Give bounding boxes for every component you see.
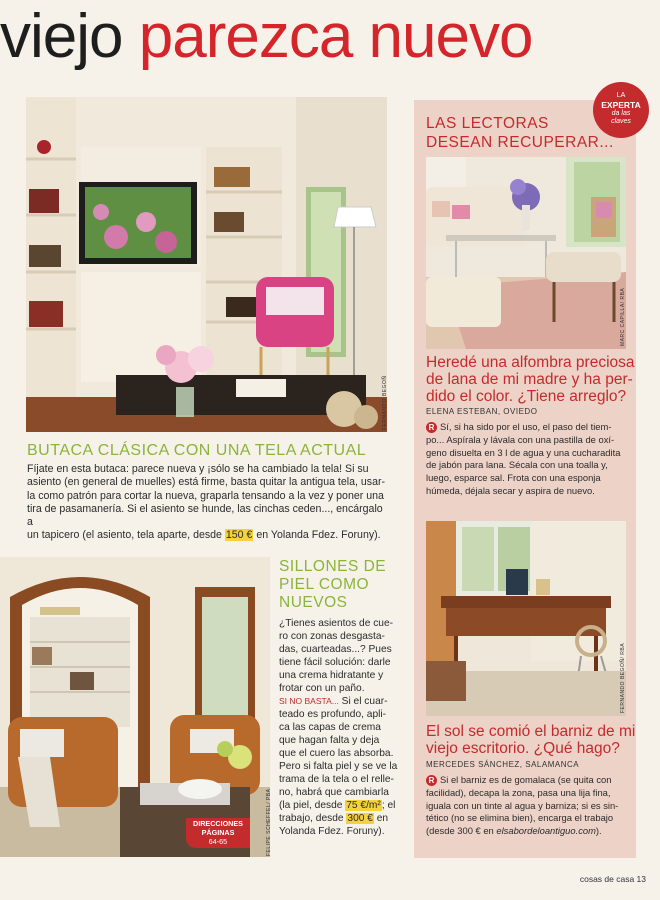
section2-heading-line3: NUEVOS	[279, 594, 348, 611]
answer-rug-line: geno disuelta en 3 l de agua y una cucharadita	[426, 446, 621, 458]
directions-tag[interactable]	[186, 818, 250, 848]
section2-heading-line1: SILLONES DE	[279, 558, 387, 575]
section1-line-2: asiento (en general de muelles) está firme, basta quitar la antigua tela, usar-	[27, 476, 386, 489]
sidebar-heading-line2: DESEAN RECUPERAR...	[426, 134, 614, 151]
answer-desk-first: R Si el barniz es de gomalaca (se quita con	[426, 774, 636, 787]
answer-rug-line: húmeda, déjala secar y aspira de nuevo.	[426, 484, 595, 496]
section2-price1-line: (la piel, desde 75 €/m²; el	[279, 800, 396, 811]
section1-line-5: un tapicero (el asiento, tela aparte, desde 150 € en Yolanda Fdez. Foruny).	[27, 529, 381, 542]
badge-line4: claves	[611, 118, 631, 125]
answer-desk-line: tético (no se elimina bien), encarga el trabajo	[426, 812, 614, 824]
section2-price2-line: trabajo, desde 300 € en	[279, 813, 389, 824]
section2-p2-line: Pero si falta piel y se ve la	[279, 761, 398, 772]
leather-chairs-illustration	[0, 557, 270, 857]
section1-line-3: la como patrón para cortar la nueva, graparla tensando a la vez y poner una	[27, 489, 384, 502]
sidebar-heading	[426, 114, 614, 152]
section1-price: 150 €	[225, 529, 253, 542]
section1-line-1: Fíjate en esta butaca: parece nueva y ¡sólo se ha cambiado la tela! Si su	[27, 463, 369, 475]
question-desk-author: MERCEDES SÁNCHEZ, SALAMANCA	[426, 760, 580, 769]
answer-desk-last: (desde 300 € en elsabordeloantiguo.com).	[426, 825, 602, 837]
sidebar-heading-line1: LAS LECTORAS	[426, 115, 549, 132]
section2-body	[279, 617, 411, 838]
section2-p1-line: das, cuarteadas...? Pues	[279, 644, 392, 655]
answer-desk-line: facilidad), decapa la zona, pasa una lija fina,	[426, 786, 611, 798]
section2-p2-line: trama de la tela o el relle-	[279, 774, 394, 785]
section2-heading-line2: PIEL COMO	[279, 576, 370, 593]
question-desk-line: El sol se comió el barniz de mi	[426, 723, 636, 740]
section2-p1-line: ¿Tienes asientos de cue-	[279, 618, 394, 629]
answer-rug-line: po... Aspírala y lávala con una pastilla de oxí-	[426, 433, 615, 445]
photo4-credit: FERNANDO BEGOÑ/ RBA	[620, 642, 626, 713]
photo1-credit: FERNANDO BEGOÑ	[382, 375, 388, 430]
answer-desk	[426, 774, 636, 838]
title-word-viejo: viejo	[0, 2, 123, 71]
desk-illustration	[426, 521, 626, 716]
section2-p2-line: ca las capas de crema	[279, 722, 381, 733]
photo2-credit: FELIPE SCHEFFEL/ PBA	[266, 788, 272, 856]
answer-desk-line: iguala con un tinte al agua y barniza; si es sin-	[426, 799, 619, 811]
section1-body	[27, 463, 387, 543]
badge-line2: EXPERTA	[601, 100, 641, 110]
answer-rug-line: de jabón para lana. Sécala con una toalla y,	[426, 459, 608, 471]
page-footer: cosas de casa 13	[579, 874, 646, 884]
section2-p2-line: no, habrá que cambiarla	[279, 787, 389, 798]
rug-room-photo	[426, 157, 626, 349]
question-desk-line: viejo escritorio. ¿Qué hago?	[426, 740, 620, 757]
section1-heading: BUTACA CLÁSICA CON UNA TELA ACTUAL	[27, 442, 367, 459]
section2-price-leather: 75 €/m²	[346, 800, 381, 811]
answer-rug-first: R Sí, si ha sido por el uso, el paso del tiem-	[426, 421, 636, 434]
desk-photo	[426, 521, 626, 716]
section2-p1-line: tiene fácil solución: darle	[279, 657, 391, 668]
answer-rug	[426, 421, 636, 498]
photo3-credit: MARC CAPILLA/ RBA	[620, 287, 626, 346]
badge-line1: LA	[616, 92, 626, 99]
section2-p1-line: una crema hidratante y	[279, 670, 384, 681]
living-room-photo	[26, 97, 387, 432]
section1-line-4: tira de pasamanería. Si el asiento se hunde, las cinchas ceden..., encárgalo a	[27, 502, 383, 529]
directions-tag-line1: DIRECCIONES	[193, 819, 243, 828]
title-word-parezca-nuevo: parezca nuevo	[138, 2, 533, 71]
answer-r-icon: R	[426, 775, 437, 786]
question-desk	[426, 723, 636, 757]
directions-tag-line2: PÁGINAS	[201, 827, 235, 837]
living-room-illustration	[26, 97, 387, 432]
section2-p1-line: frotar con un paño.	[279, 683, 365, 694]
section2-heading	[279, 558, 386, 612]
section2-p2-line: que el cuero las absorba.	[279, 748, 394, 759]
badge-line3: da las	[611, 110, 631, 117]
antique-website[interactable]: elsabordeloantiguo.com	[496, 825, 596, 837]
question-rug-line: dido el color. ¿Tiene arreglo?	[426, 388, 627, 405]
question-rug-line: de lana de mi madre y ha per-	[426, 371, 633, 388]
answer-rug-line: luego, esparce sal. Frota con una esponja	[426, 472, 601, 484]
section2-p1-line: ro con zonas desgasta-	[279, 631, 385, 642]
question-rug-line: Heredé una alfombra preciosa	[426, 354, 635, 371]
section2-p2-line: que hagan falta y deja	[279, 735, 380, 746]
answer-r-icon: R	[426, 422, 437, 433]
section2-p2-first: SI NO BASTA... Si el cuar-	[279, 696, 388, 707]
leather-chairs-photo	[0, 557, 270, 857]
page-title	[0, 2, 532, 72]
question-rug	[426, 354, 636, 405]
section2-last-line: Yolanda Fdez. Foruny).	[279, 826, 385, 837]
section2-p2-line: teado es profundo, apli-	[279, 709, 387, 720]
rug-room-illustration	[426, 157, 626, 349]
directions-tag-line3: 64-65	[208, 836, 228, 846]
si-no-basta-label: SI NO BASTA...	[279, 696, 339, 706]
question-rug-author: ELENA ESTEBAN, OVIEDO	[426, 407, 538, 416]
section2-price-work: 300 €	[347, 813, 373, 824]
